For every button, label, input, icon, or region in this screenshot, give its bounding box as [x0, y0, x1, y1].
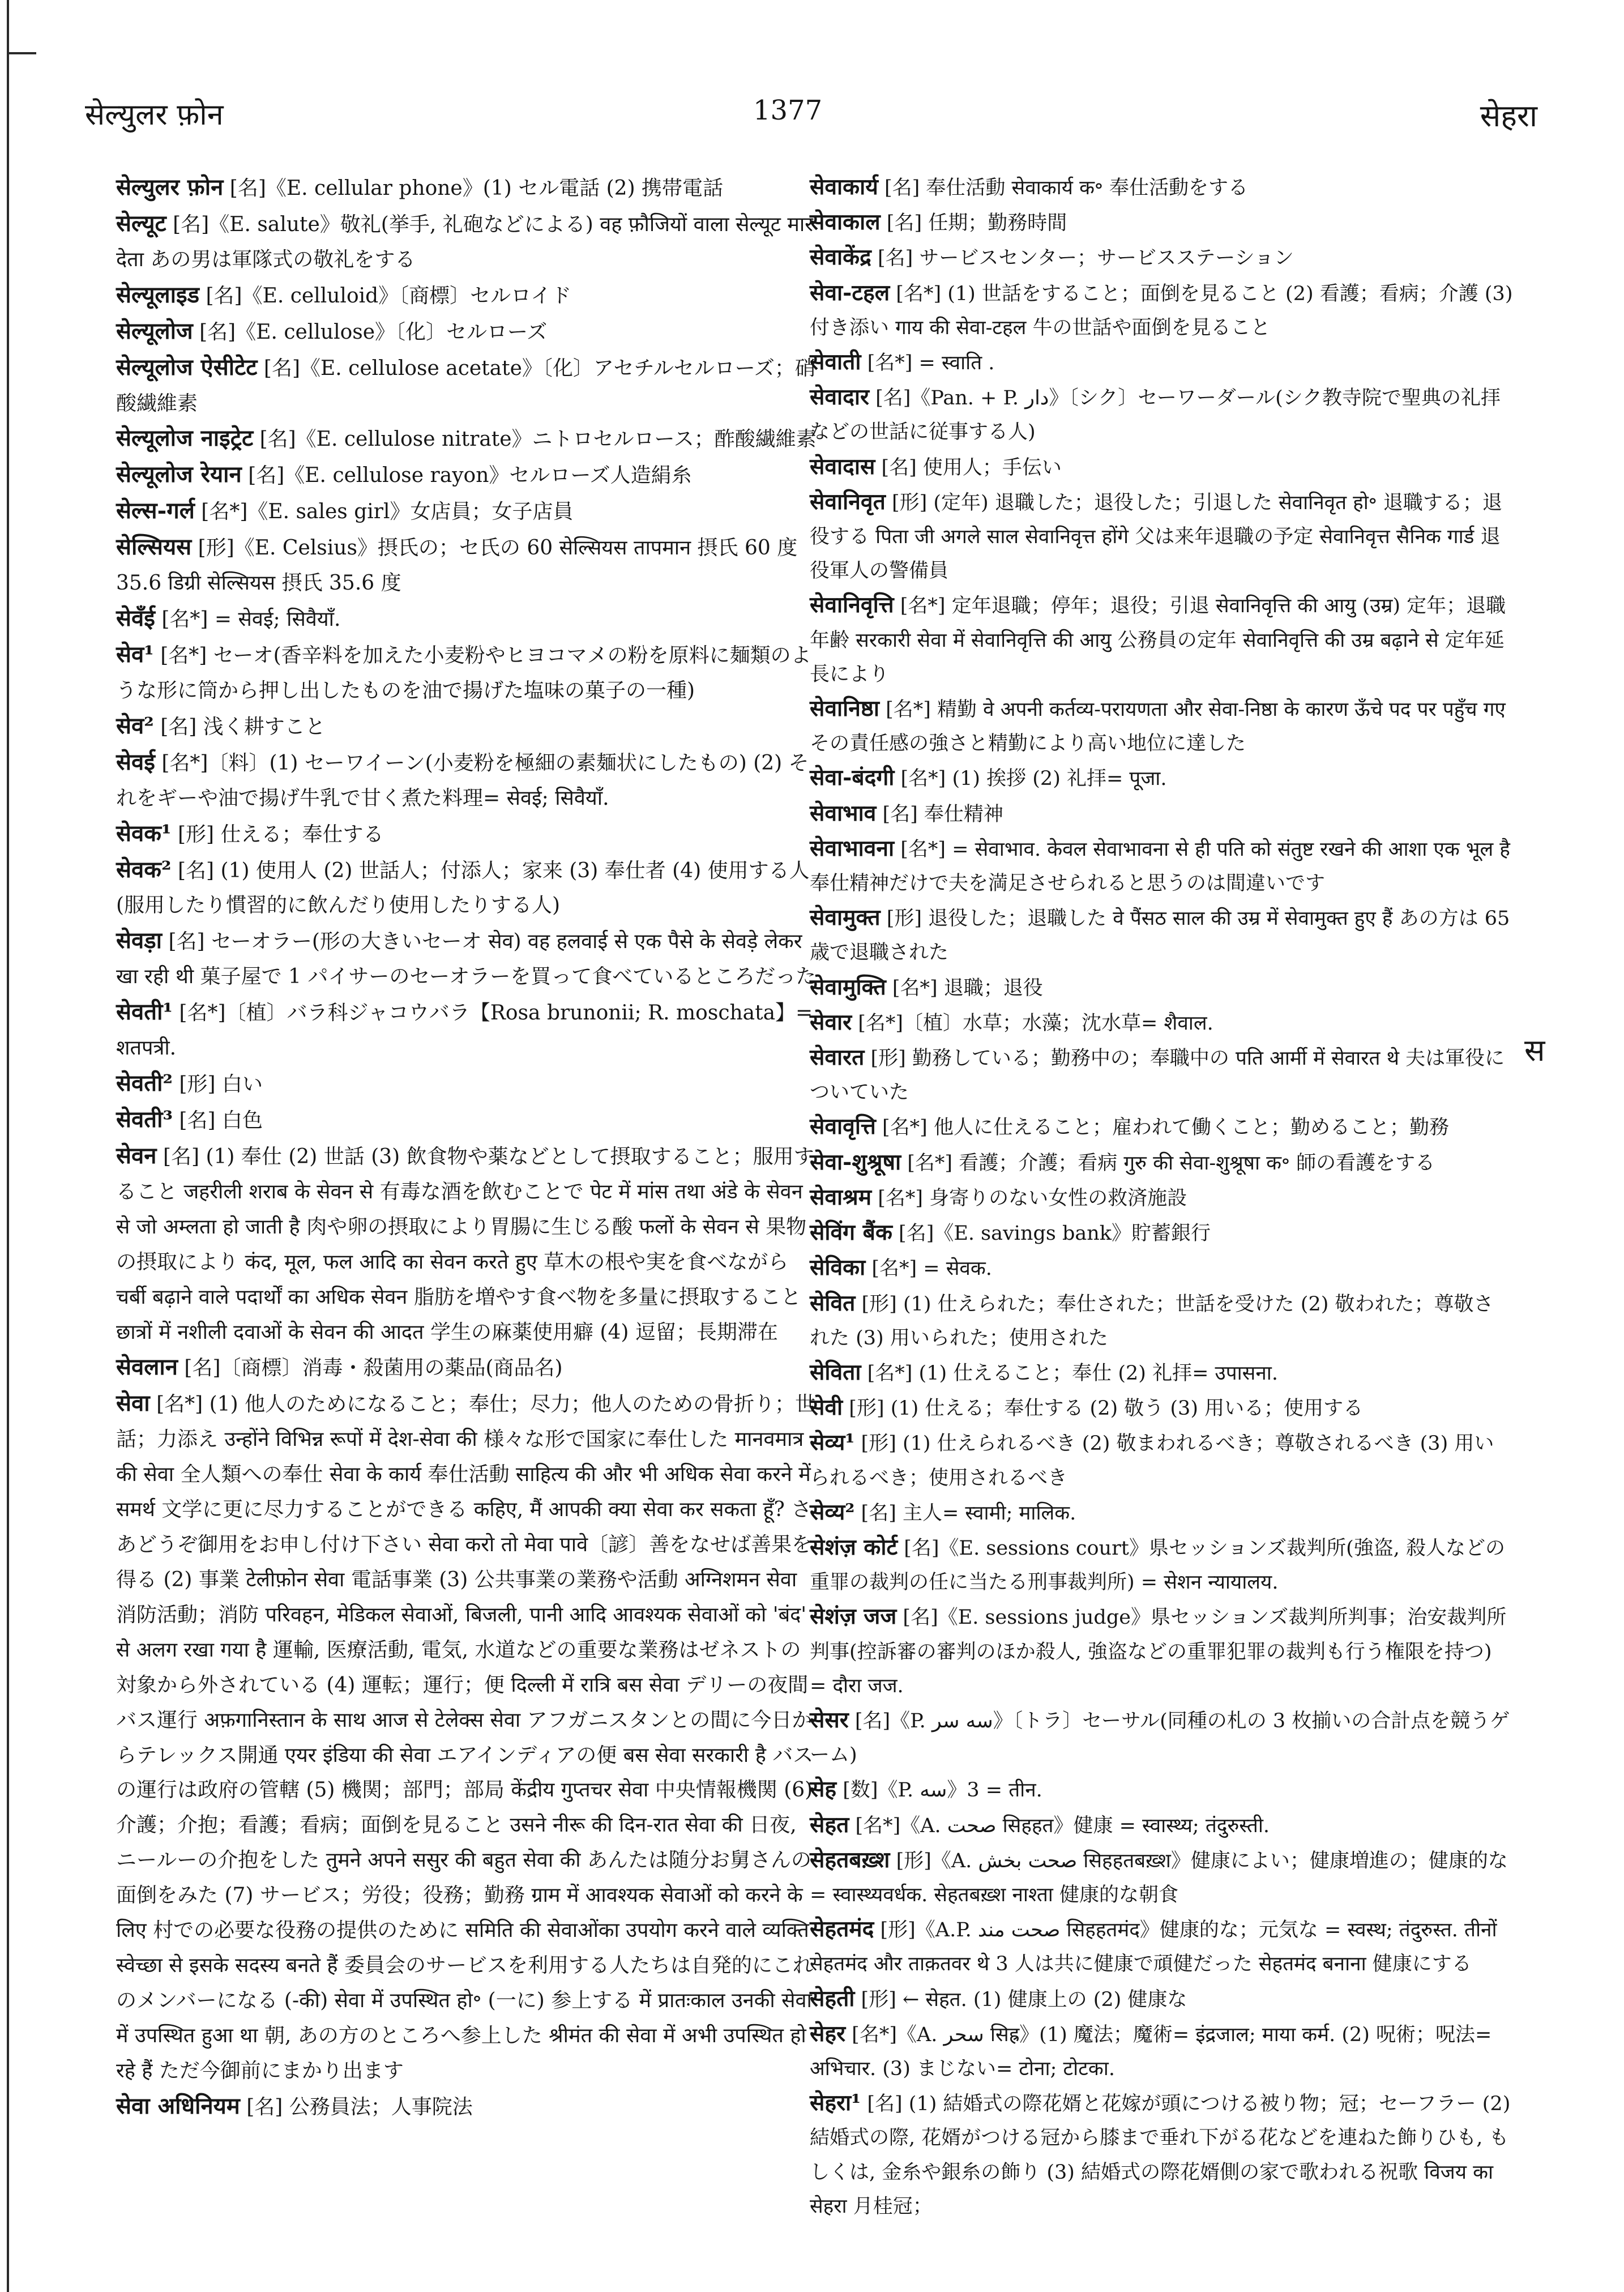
entry-definition: [名*] (1) 仕えること；奉仕 (2) 礼拝= उपासना.	[867, 1361, 1278, 1385]
dictionary-entry	[116, 1350, 819, 1386]
entry-headword: सेवाश्रम	[810, 1184, 872, 1210]
entry-definition: [名] サービスセンター；サービスステーション	[877, 247, 1294, 270]
binding-margin-line	[7, 0, 9, 2292]
entry-headword: सेवानिष्ठा	[810, 695, 879, 722]
entry-headword: सेह	[810, 1776, 837, 1803]
entry-headword: सेल्यूलाइड	[116, 281, 200, 308]
dictionary-entry	[116, 708, 819, 745]
dictionary-entry	[810, 970, 1513, 1005]
entry-headword: सेव्य²	[810, 1499, 855, 1525]
entry-definition: [名*]《A. سحر सिह्र》(1) 魔法；魔術= इंद्रजाल; माया कर्म. (2) 呪術；呪法= अभिचार. (3) まじない= टोना; टोटका.	[810, 2023, 1492, 2080]
entry-headword: सेवानिवृत्ति	[810, 592, 894, 618]
dictionary-entry	[810, 450, 1513, 485]
entry-definition: [名*] 身寄りのない女性の救済施設	[878, 1186, 1187, 1210]
entry-headword: सेसर	[810, 1706, 849, 1733]
entry-definition: [名*] = सेवक.	[871, 1257, 992, 1281]
entry-headword: सेवारत	[810, 1044, 865, 1071]
entry-headword: सेवामुक्त	[810, 904, 881, 931]
entry-definition: [名] 主人= स्वामी; मालिक.	[861, 1501, 1076, 1525]
running-header	[85, 93, 1537, 147]
dictionary-entry	[810, 485, 1513, 588]
dictionary-entry	[810, 205, 1513, 240]
entry-definition: [名] (1) 使用人 (2) 世話人；付添人；家来 (3) 奉仕者 (4) 使用する人(服用したり慣習的に飲んだり使用したりする人)	[116, 859, 810, 917]
dictionary-entry	[810, 588, 1513, 692]
entry-headword: सेवार	[810, 1009, 852, 1035]
entry-headword: सेवा-बंदगी	[810, 765, 895, 791]
entry-definition: [形] (定年) 退職した；退役した；引退した सेवानिवृत हो॰ 退職する；退役する पिता जी अगले साल सेवानिवृत्त होंगे 父は来年退職の予定 सेवानिवृत्त सैनिक गार्ड 退役軍人の警備員	[810, 491, 1502, 583]
dictionary-entry	[810, 796, 1513, 831]
entry-headword: सेवती¹	[116, 998, 173, 1026]
entry-headword: सेवी	[810, 1394, 843, 1421]
entry-definition: [名] 白色	[179, 1108, 263, 1132]
entry-headword: सेवन	[116, 1142, 157, 1169]
entry-headword: सेवाकाल	[810, 209, 881, 236]
dictionary-entry	[116, 314, 819, 350]
dictionary-entry	[116, 923, 819, 995]
entry-headword: सेवलान	[116, 1354, 178, 1381]
entry-headword: सेवादार	[810, 384, 869, 411]
entry-definition: [名]《E. salute》敬礼(挙手, 礼砲などによる) वह फ़ौजियों वाला सेल्यूट मार देता あの男は軍隊式の敬礼をする	[116, 212, 813, 271]
entry-headword: सेल्सियस	[116, 533, 192, 561]
entry-definition: [名] (1) 奉仕 (2) 世話 (3) 飲食物や薬などとして摂取すること；服用すること जहरीली शराब के सेवन से 有毒な酒を飲むことで पेट में मांस तथा अंडे के सेवन से जो अम्लता हो जाती है 肉や卵の摂取により胃腸に生じる酸 फलों के सेवन से 果物の摂取により कंद, मूल, फल आदि का सेवन करते हुए 草木の根や実を食べながら चर्बी बढ़ाने वाले पदार्थों का अधिक सेवन 脂肪を増やす食べ物を多量に摂取すること छात्रों में नशीली दवाओं के सेवन की आदत 学生の麻薬使用癖 (4) 逗留；長期滞在	[116, 1145, 814, 1344]
thumb-index-letter: स	[1524, 1032, 1545, 1068]
entry-headword: सेवादास	[810, 453, 875, 480]
entry-definition: [形] 白い	[179, 1073, 263, 1096]
entry-headword: सेल्यूलोज रेयान	[116, 461, 242, 488]
entry-headword: सेशंज़ जज	[810, 1603, 897, 1630]
entry-headword: सेल्स-गर्ल	[116, 497, 195, 524]
dictionary-entry	[116, 457, 819, 493]
entry-definition: [名]《E. savings bank》貯蓄銀行	[899, 1222, 1211, 1245]
entry-headword: सेव²	[116, 712, 154, 739]
entry-headword: सेहर	[810, 2020, 846, 2047]
entry-definition: [形] ← सेहत. (1) 健康上の (2) 健康な	[861, 1988, 1187, 2011]
entry-definition: [名]《E. cellulose rayon》セルローズ人造絹糸	[248, 464, 692, 488]
dictionary-entry	[810, 1286, 1513, 1355]
entry-headword: सेवा-शुश्रूषा	[810, 1149, 901, 1175]
entry-definition: [名]《E. cellulose nitrate》ニトロセルロース；酢酸繊維素	[259, 428, 817, 451]
dictionary-entry	[810, 692, 1513, 761]
entry-definition: [名*] 精勤 वे अपनी कर्तव्य-परायणता और सेवा-निष्ठा के कारण ऊँचे पद पर पहुँच गए その責任感の強さと精勤により高い地位に達した	[810, 698, 1506, 756]
entry-definition: [形]《E. Celsius》摂氏の；セ氏の 60 सेल्सियस तापमान 摂氏 60 度 35.6 डिग्री सेल्सियस 摂氏 35.6 度	[116, 536, 798, 595]
entry-definition: [形] 退役した；退職した वे पैंसठ साल की उम्र में सेवामुक्त हुए हैं あの方は 65 歳で退職された	[810, 907, 1510, 964]
dictionary-entry	[810, 761, 1513, 796]
entry-headword: सेवित	[810, 1290, 856, 1316]
dictionary-entry	[810, 1425, 1513, 1495]
dictionary-entry	[116, 206, 819, 278]
entry-definition: [名*]〔料〕(1) セーワイーン(小麦粉を極細の素麺状にしたもの) (2) それをギーや油で揚げ牛乳で甘く煮た料理= सेवई; सिवैयाँ.	[116, 751, 809, 810]
entry-definition: [名*] (1) 世話をすること；面倒を見ること (2) 看護；看病；介護 (3) 付き添い गाय की सेवा-टहल 牛の世話や面倒を見ること	[810, 282, 1513, 339]
entry-headword: सेवड़ा	[116, 927, 163, 954]
dictionary-entry	[116, 493, 819, 530]
entry-definition: [名*] 退職；退役	[892, 976, 1043, 1000]
entry-definition: [名*] = सेवई; सिवैयाँ.	[161, 608, 341, 631]
entry-headword: सेविंग बैंक	[810, 1219, 892, 1246]
dictionary-entry	[116, 278, 819, 314]
dictionary-entry	[116, 1066, 819, 1102]
entry-headword: सेवा-टहल	[810, 279, 890, 306]
dictionary-entry	[116, 350, 819, 421]
dictionary-entry	[810, 2086, 1513, 2223]
entry-definition: [名]《E. cellulose acetate》〔化〕アセチルセルローズ；硝酸繊維素	[116, 356, 815, 415]
entry-definition: [名] 任期；勤務時間	[886, 212, 1067, 235]
dictionary-entry	[116, 637, 819, 708]
entry-headword: सेहत	[810, 1811, 849, 1838]
entry-definition: [名] (1) 結婚式の際花婿と花嫁が頭につける被り物；冠；セーフラー (2) 結婚式の際, 花婿がつける冠から膝まで垂れ下がる花などを連ねた飾りひも, もしくは, 金糸や銀糸の飾り (3) 結婚式の際花婿側の家で歌われる祝歌 विजय का सेहरा 月桂冠；	[810, 2093, 1511, 2218]
entry-headword: सेवक¹	[116, 820, 172, 847]
dictionary-entry	[116, 1138, 819, 1350]
entry-headword: सेवाभाव	[810, 800, 877, 826]
entry-definition: [名*] = सेवाभाव. केवल सेवाभावना से ही पति को संतुष्ट रखने की आशा एक भूल है 奉仕精神だけで夫を満足させられると思うのは間違いです	[810, 838, 1510, 895]
entry-definition: [名*] セーオ(香辛料を加えた小麦粉やヒヨコマメの粉を原料に麺類のような形に筒から押し出したものを油で揚げた塩味の菓子の一種)	[116, 643, 811, 702]
entry-headword: सेवँई	[116, 605, 155, 632]
entry-headword: सेविता	[810, 1359, 861, 1385]
page-number: 1377	[753, 95, 823, 126]
dictionary-entry	[810, 1808, 1513, 1843]
dictionary-entry	[810, 1982, 1513, 2017]
header-first-word: सेल्युलर फ़ोन	[85, 98, 224, 132]
dictionary-entry	[810, 240, 1513, 275]
dictionary-entry	[810, 1772, 1513, 1807]
dictionary-entry	[810, 1005, 1513, 1040]
entry-headword: सेहरा¹	[810, 2090, 861, 2116]
entry-headword: सेव्य¹	[810, 1429, 855, 1456]
entry-headword: सेवक²	[116, 856, 172, 883]
dictionary-entry	[810, 1530, 1513, 1599]
entry-definition: [名*] = स्वाति .	[867, 352, 995, 375]
entry-headword: सेव¹	[116, 641, 154, 668]
entry-definition: [名]《E. cellulose》〔化〕セルローズ	[199, 320, 548, 344]
entry-headword: सेल्यूलोज	[116, 317, 193, 344]
entry-definition: [形] (1) 仕えられた；奉仕された；世話を受けた (2) 敬われた；尊敬された (3) 用いられた；使用された	[810, 1292, 1494, 1350]
right-column	[810, 170, 1513, 2223]
dictionary-entry	[810, 1109, 1513, 1145]
entry-headword: सेहतमंद	[810, 1916, 874, 1943]
dictionary-entry	[810, 1703, 1513, 1772]
binding-margin-tick	[7, 52, 36, 54]
entry-headword: सेल्यूट	[116, 210, 166, 237]
entry-definition: [名*]《E. sales girl》女店員；女子店員	[201, 500, 574, 524]
dictionary-entry	[810, 1180, 1513, 1215]
entry-headword: सेवामुक्ति	[810, 974, 886, 1000]
entry-definition: [名] 浅く耕すこと	[160, 715, 326, 739]
entry-definition: [名*]〔植〕バラ科ジャコウバラ【Rosa brunonii; R. moschata】= शतपत्री.	[116, 1001, 813, 1060]
entry-definition: [形] 勤務している；勤務中の；奉職中の पति आर्मी में सेवारत थे 夫は軍役についていた	[810, 1047, 1505, 1104]
dictionary-entry	[116, 1386, 819, 2088]
entry-headword: सेवती²	[116, 1070, 173, 1097]
entry-definition: [名*]《A. صحت सिहहत》健康 = स्वास्थ्य; तंदुरुस्ती.	[855, 1814, 1270, 1837]
entry-definition: [形] 仕える；奉仕する	[177, 822, 384, 846]
entry-definition: [名*] 定年退職；停年；退役；引退 सेवानिवृत्ति की आयु (उम्र) 定年；退職年齢 सरकारी सेवा में सेवानिवृत्ति की आयु 公務員の定年 सेवानिवृत्ति की उम्र बढ़ाने से 定年延長により	[810, 595, 1506, 686]
dictionary-entry	[810, 1390, 1513, 1425]
dictionary-entry	[116, 995, 819, 1066]
entry-definition: [名]《P. سه سر》〔トラ〕セーサル(同種の札の 3 枚揃いの合計点を競うゲーム)	[810, 1709, 1510, 1767]
dictionary-entry	[810, 276, 1513, 345]
entry-definition: [名*] 他人に仕えること；雇われて働くこと；勤めること；勤務	[882, 1116, 1449, 1139]
dictionary-entry	[116, 601, 819, 637]
dictionary-entry	[116, 745, 819, 816]
dictionary-entry	[116, 170, 819, 206]
dictionary-entry	[810, 2017, 1513, 2086]
entry-definition: [名]《E. sessions judge》県セッションズ裁判所判事；治安裁判所判事(控訴審の審判のほか殺人, 強盗などの重罪犯罪の裁判も行う権限を持つ) = दौरा जज.	[810, 1606, 1507, 1697]
entry-definition: [名] 奉仕活動 सेवाकार्य क॰ 奉仕活動をする	[884, 177, 1249, 199]
entry-definition: [数]《P. سه》3 = तीन.	[843, 1779, 1042, 1802]
entry-definition: [名] 公務員法；人事院法	[246, 2095, 473, 2119]
dictionary-entry	[116, 1102, 819, 1138]
dictionary-entry	[810, 1145, 1513, 1180]
dictionary-entry	[810, 345, 1513, 380]
entry-headword: सेल्यूलोज नाइट्रेट	[116, 425, 254, 452]
entry-definition: [名*] (1) 挨拶 (2) 礼拝= पूजा.	[900, 767, 1167, 791]
entry-headword: सेवाती	[810, 349, 861, 375]
entry-headword: सेवाभावना	[810, 835, 895, 861]
entry-definition: [名*]〔植〕水草；水藻；沈水草= शैवाल.	[858, 1011, 1213, 1035]
entry-definition: [名*] (1) 他人のためになること；奉仕；尽力；他人のための骨折り；世話；力添え उन्होंने विभिन्न रूपों में देश-सेवा की 様々な形で国家に奉仕した मानवमात्र की सेवा 全人類への奉仕 सेवा के कार्य 奉仕活動 साहित्य की और भी अधिक सेवा करने में समर्थ 文学に更に尽力することができる कहिए, मैं आपकी क्या सेवा कर सकता हूँ? さあどうぞ御用をお申し付け下さい सेवा करो तो मेवा पावे〔諺〕善をなせば善果を得る (2) 事業 टेलीफ़ोन सेवा 電話事業 (3) 公共事業の業務や活動 अग्निशमन सेवा 消防活動；消防 परिवहन, मेडिकल सेवाओं, बिजली, पानी आदि आवश्यक सेवाओं को 'बंद' से अलग रखा गया है 運輸, 医療活動, 電気, 水道などの重要な業務はゼネストの対象から外されている (4) 運転；運行；便 दिल्ली में रात्रि बस सेवा デリーの夜間バス運行 अफ़गानिस्तान के साथ आज से टेलेक्स सेवा アフガニスタンとの間に今日からテレックス開通 एयर इंडिया की सेवा エアインディアの便 बस सेवा सरकारी है バスの運行は政府の管轄 (5) 機関；部門；部局 केंद्रीय गुप्तचर सेवा 中央情報機関 (6) 介護；介抱；看護；看病；面倒を見ること उसने नीरू की दिन-रात सेवा की 日夜, ニールーの介抱をした तुमने अपने ससुर की बहुत सेवा की あんたは随分お舅さんの面倒をみた (7) サービス；労役；役務；勤務 ग्राम में आवश्यक सेवाओं को करने के लिए 村での必要な役務の提供のために समिति की सेवाओंका उपयोग करने वाले व्यक्ति स्वेच्छा से इसके सदस्य बनते हैं 委員会のサービスを利用する人たちは自発的にこれのメンバーになる (-की) सेवा में उपस्थित हो॰ (一に) 参上する में प्रातःकाल उनकी सेवा में उपस्थित हुआ था 朝, あの方のところへ参上した श्रीमंत की सेवा में अभी उपस्थित हो रहे हैं ただ今御前にまかり出ます	[116, 1393, 816, 2082]
dictionary-entry	[810, 1912, 1513, 1981]
dictionary-entry	[810, 1843, 1513, 1912]
dictionary-entry	[810, 1495, 1513, 1530]
entry-headword: सेहतबख़्श	[810, 1846, 890, 1873]
entry-definition: [名] セーオラー(形の大きいセーオ सेव) वह हलवाई से एक पैसे के सेवड़े लेकर खा रही थी 菓子屋で 1 パイサーのセーオラーを買って食べているところだった	[116, 930, 817, 989]
entry-headword: सेवती³	[116, 1106, 173, 1133]
dictionary-entry	[116, 816, 819, 852]
entry-definition: [名] 奉仕精神	[882, 803, 1003, 826]
entry-headword: सेवाकेंद्र	[810, 244, 871, 271]
entry-headword: सेल्यूलोज ऐसीटेट	[116, 353, 258, 381]
dictionary-entry	[810, 1040, 1513, 1109]
dictionary-entry	[810, 900, 1513, 970]
dictionary-entry	[810, 1215, 1513, 1250]
dictionary-entry	[116, 2089, 819, 2125]
header-last-word: सेहरा	[1480, 98, 1537, 134]
dictionary-entry	[810, 831, 1513, 900]
entry-headword: सेवाकार्य	[810, 174, 878, 200]
entry-headword: सेवई	[116, 748, 155, 775]
entry-definition: [名]《Pan. + P. دار》〔シク〕セーワーダール(シク教寺院で聖典の礼拝などの世話に従事する人)	[810, 387, 1501, 444]
entry-headword: सेवावृत्ति	[810, 1113, 876, 1140]
dictionary-entry	[810, 380, 1513, 449]
left-column	[116, 170, 819, 2125]
entry-definition: [名]《E. celluloid》〔商標〕セルロイド	[206, 284, 572, 308]
dictionary-entry	[810, 1250, 1513, 1286]
entry-headword: सेविका	[810, 1254, 866, 1281]
entry-definition: [名]《E. sessions court》県セッションズ裁判所(強盗, 殺人などの重罪の裁判の任に当たる刑事裁判所) = सेशन न्यायालय.	[810, 1536, 1506, 1594]
entry-headword: सेहती	[810, 1985, 855, 2012]
entry-headword: सेवा	[116, 1390, 150, 1417]
dictionary-entry	[116, 530, 819, 601]
dictionary-entry	[810, 170, 1513, 205]
entry-headword: सेशंज़ कोर्ट	[810, 1534, 898, 1560]
entry-headword: सेल्युलर फ़ोन	[116, 174, 224, 200]
entry-definition: [名*] 看護；介護；看病 गुरु की सेवा-शुश्रूषा क॰ 師の看護をする	[907, 1151, 1435, 1175]
dictionary-entry	[116, 421, 819, 457]
entry-headword: सेवा अधिनियम	[116, 2092, 240, 2119]
entry-definition: [形]《A.P. صحت مند सिहहतमंद》健康的な；元気な = स्वस्थ; तंदुरुस्त. तीनों सेहतमंद और ताक़तवर थे 3 人は共に健康で頑健だった सेहतमंद बनाना 健康にする	[810, 1919, 1497, 1976]
dictionary-entry	[810, 1599, 1513, 1703]
entry-definition: [形] (1) 仕える；奉仕する (2) 敬う (3) 用いる；使用する	[849, 1397, 1364, 1420]
entry-headword: सेवानिवृत	[810, 488, 886, 515]
entry-definition: [名] 使用人；手伝い	[881, 456, 1062, 479]
dictionary-entry	[810, 1355, 1513, 1390]
entry-definition: [名]〔商標〕消毒・殺菌用の薬品(商品名)	[184, 1356, 563, 1380]
entry-definition: [形]《A. صحت بخش सिहहतबख़्श》健康によい；健康増進の；健康的な= स्वास्थ्यवर्धक. सेहतबख़्श नाश्ता 健康的な朝食	[810, 1849, 1508, 1906]
entry-definition: [形] (1) 仕えられるべき (2) 敬まわれるべき；尊敬されるべき (3) 用いられるべき；使用されるべき	[810, 1432, 1494, 1489]
dictionary-entry	[116, 852, 819, 924]
entry-definition: [名]《E. cellular phone》(1) セル電話 (2) 携帯電話	[229, 177, 724, 200]
